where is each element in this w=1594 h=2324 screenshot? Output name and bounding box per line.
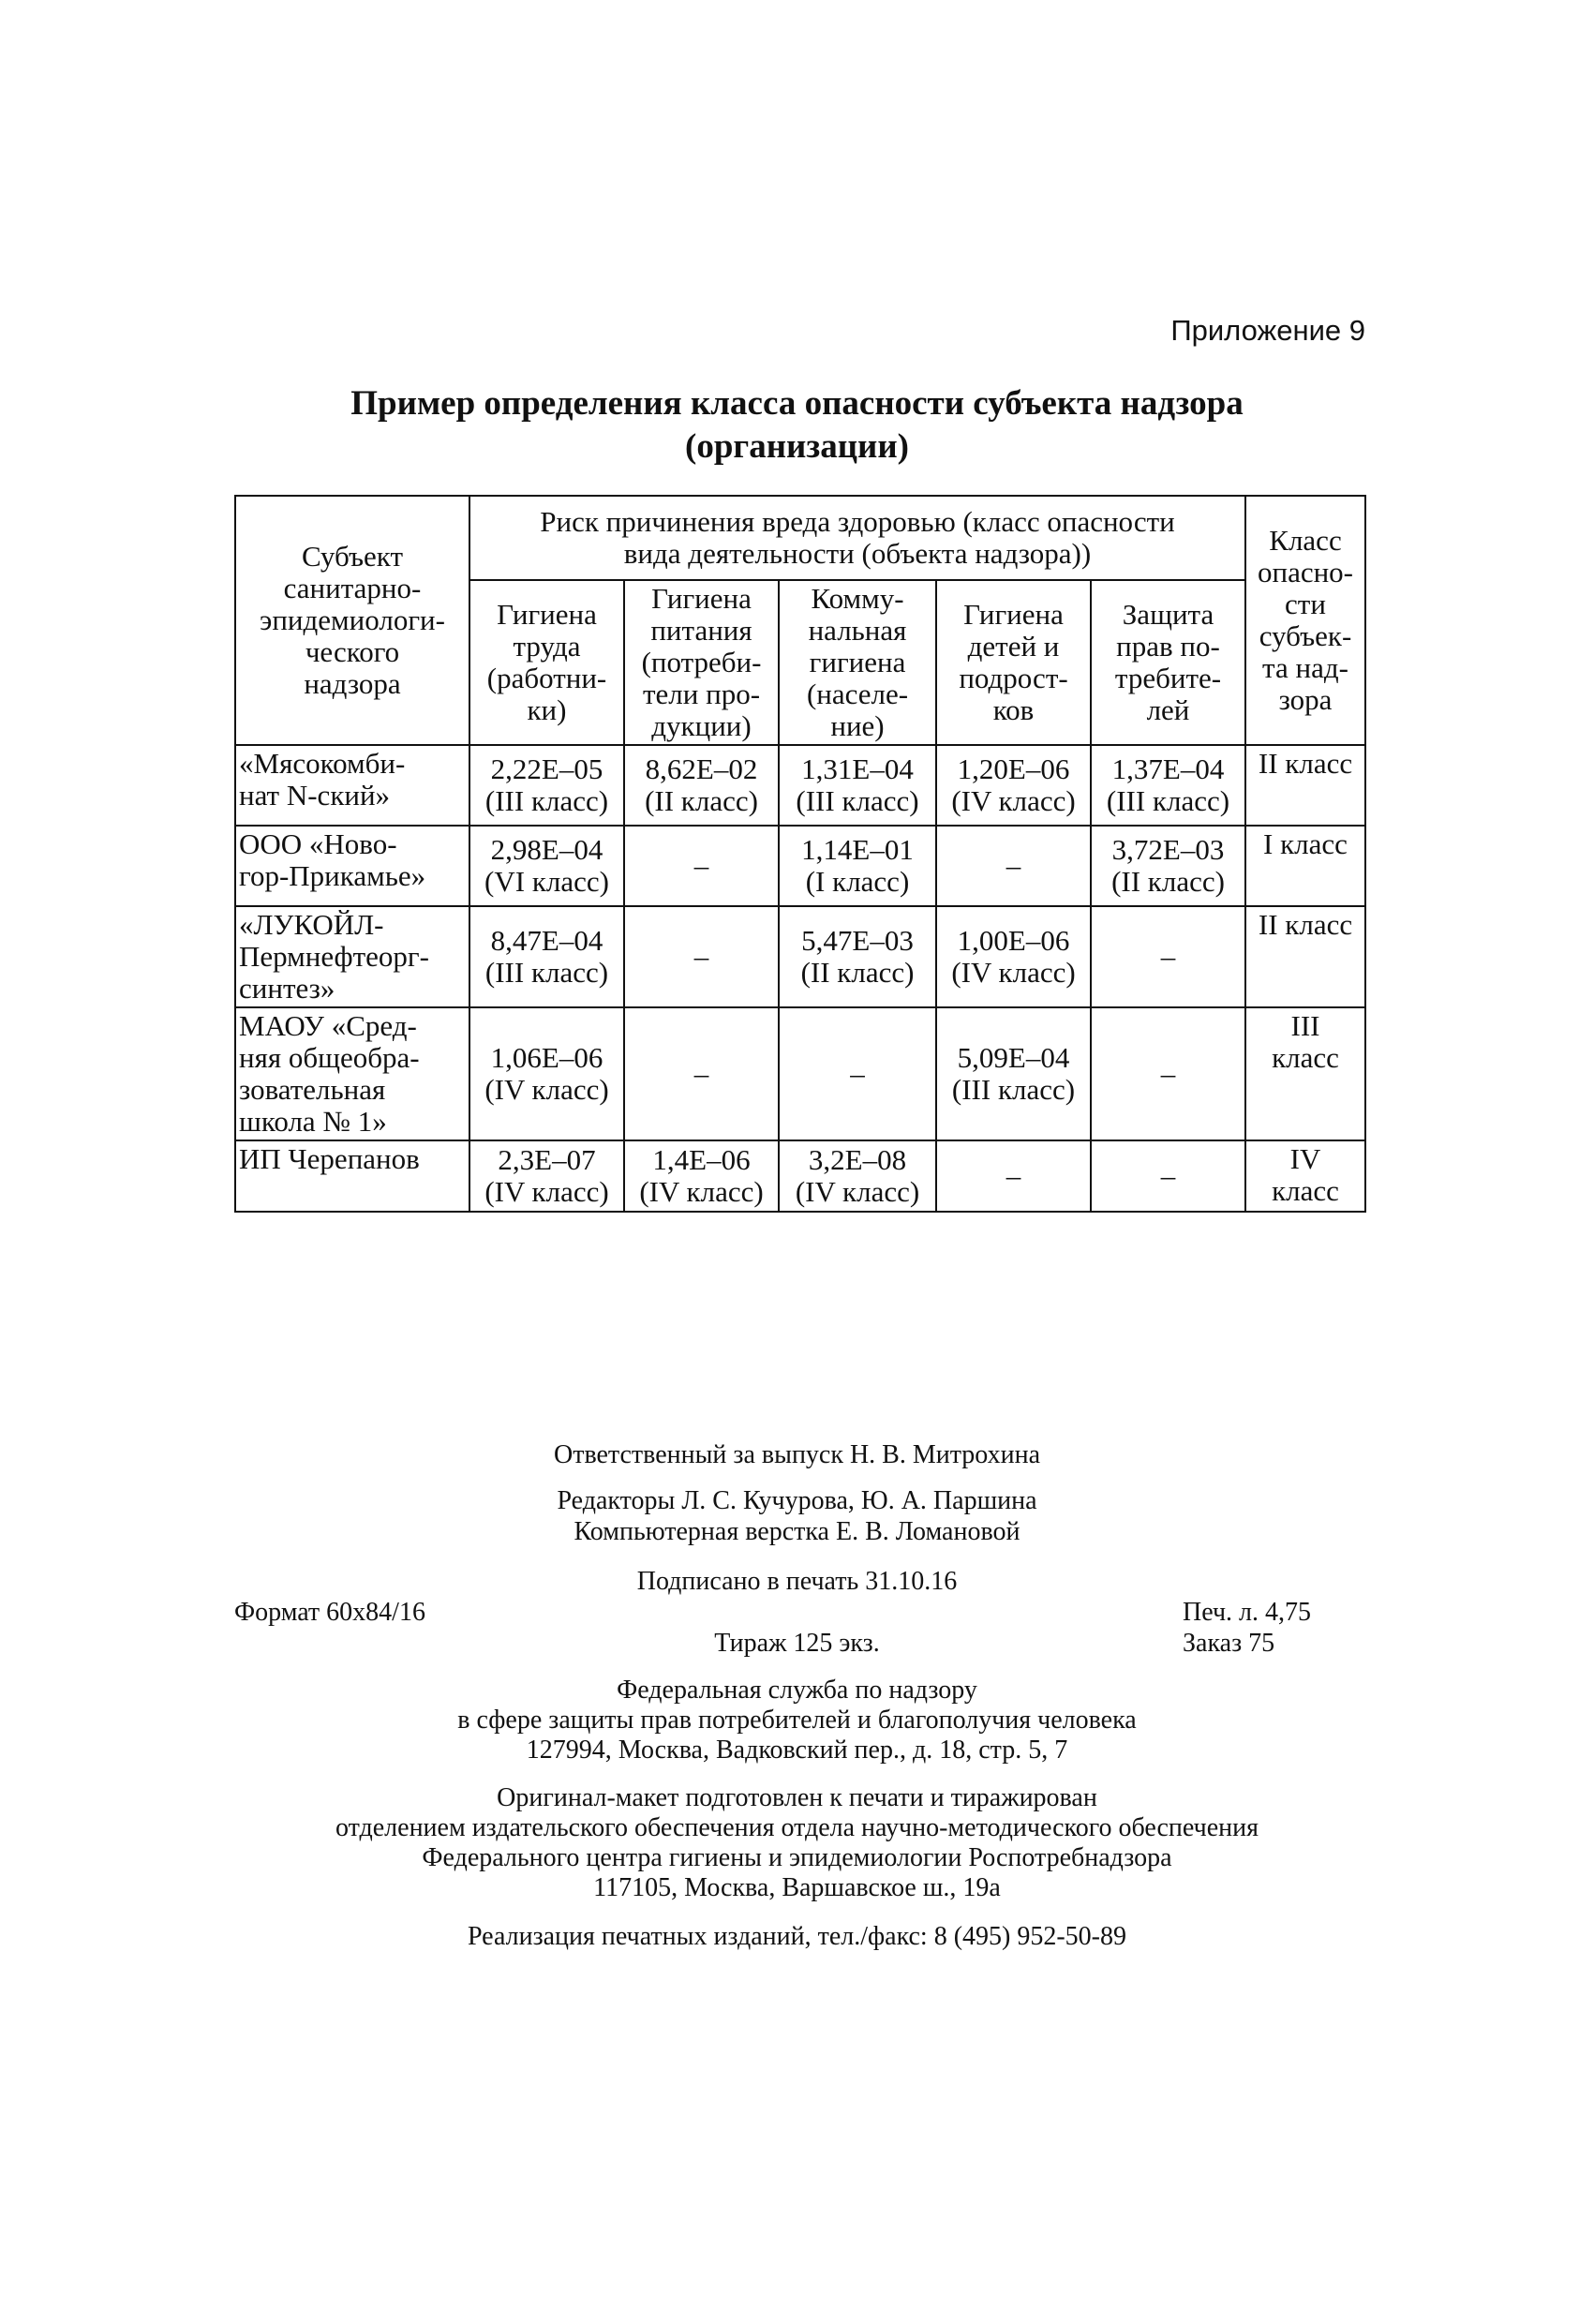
cell-text-line: 1,37E–04 xyxy=(1111,752,1225,785)
header-text-line: тели про- xyxy=(642,678,761,710)
header-subcolumn xyxy=(624,580,779,745)
risk-cell xyxy=(1091,1007,1245,1140)
header-risk-group xyxy=(469,496,1245,580)
table-row xyxy=(235,1007,1365,1140)
cell-text-line: – xyxy=(1160,940,1176,973)
header-text-line: подрост- xyxy=(959,662,1068,694)
imprint-sales: Реализация печатных изданий, тел./факс: 8 (495) 952-50-89 xyxy=(467,1922,1127,1951)
imprint-sheets: Печ. л. 4,75 xyxy=(1183,1598,1312,1627)
imprint-publisher xyxy=(0,1676,1594,1765)
cell-text-line: (IV класс) xyxy=(484,1073,609,1106)
risk-cell xyxy=(469,826,624,906)
cell-text-line: Пермнефтеорг- xyxy=(239,940,429,973)
risk-cell xyxy=(624,826,779,906)
header-text-line: Класс xyxy=(1269,524,1342,557)
cell-text-line: (III класс) xyxy=(484,784,609,817)
header-text-line: требите- xyxy=(1114,662,1222,694)
cell-text-line: (II класс) xyxy=(1111,865,1225,898)
cell-text-line: – xyxy=(850,1057,865,1090)
cell-text-line: 8,62E–02 xyxy=(645,752,758,785)
cell-text-line: – xyxy=(1006,1159,1021,1192)
header-text-line: ческого xyxy=(305,635,400,668)
imprint-signed: Подписано в печать 31.10.16 xyxy=(636,1567,958,1596)
header-text-line: труда xyxy=(513,630,581,663)
cell-text-line: II класс xyxy=(1258,747,1353,780)
header-subcolumn xyxy=(1091,580,1245,745)
cell-text-line: (II класс) xyxy=(800,956,915,989)
header-subcolumn xyxy=(936,580,1091,745)
risk-cell xyxy=(779,1140,936,1212)
header-text-line: (населе- xyxy=(806,678,909,710)
risk-cell xyxy=(779,826,936,906)
cell-text-line: ООО «Ново- xyxy=(239,827,397,860)
cell-text-line: (VI класс) xyxy=(484,865,609,898)
cell-text-line: нат N-ский» xyxy=(239,779,391,812)
header-text-line: дукции) xyxy=(651,709,752,742)
cell-text-line: (I класс) xyxy=(805,865,910,898)
header-text-line: прав по- xyxy=(1116,630,1220,663)
publisher-line: в сфере защиты прав потребителей и благополучия человека xyxy=(457,1706,1137,1735)
cell-text-line: – xyxy=(1006,849,1021,882)
cell-text-line: (III класс) xyxy=(951,1073,1076,1106)
cell-text-line: синтез» xyxy=(239,972,335,1005)
risk-cell xyxy=(624,1140,779,1212)
cell-text-line: (IV класс) xyxy=(639,1175,764,1208)
hazard-class-cell xyxy=(1245,826,1365,906)
imprint-format: Формат 60x84/16 xyxy=(234,1598,425,1627)
risk-cell xyxy=(1091,745,1245,826)
risk-cell xyxy=(936,745,1091,826)
cell-text-line: 2,98E–04 xyxy=(490,833,603,866)
header-text-line: Субъект xyxy=(302,540,403,573)
cell-text-line: (II класс) xyxy=(645,784,758,817)
printer-line: Оригинал-макет подготовлен к печати и тиражирован xyxy=(497,1783,1097,1812)
risk-cell xyxy=(936,826,1091,906)
hazard-class-cell xyxy=(1245,745,1365,826)
cell-text-line: 1,20E–06 xyxy=(957,752,1070,785)
risk-cell xyxy=(1091,1140,1245,1212)
header-text-line: Гигиена xyxy=(651,582,752,615)
title-line-1: Пример определения класса опасности субъекта надзора xyxy=(350,384,1244,423)
header-text-line: санитарно- xyxy=(283,572,422,604)
subject-cell xyxy=(235,906,469,1007)
imprint-editors: Редакторы Л. С. Кучурова, Ю. А. Паршина xyxy=(557,1486,1037,1515)
cell-text-line: 1,00E–06 xyxy=(957,924,1070,957)
cell-text-line: 5,09E–04 xyxy=(957,1041,1070,1074)
header-hazard-class xyxy=(1245,496,1365,745)
header-text-line: вида деятельности (объекта надзора)) xyxy=(623,537,1092,570)
cell-text-line: 2,3E–07 xyxy=(498,1143,596,1176)
cell-text-line: I класс xyxy=(1263,827,1348,860)
imprint-run: Тираж 125 экз. xyxy=(714,1629,880,1658)
cell-text-line: «Мясокомби- xyxy=(239,747,406,780)
risk-cell xyxy=(936,906,1091,1007)
header-text-line: Гигиена xyxy=(963,598,1064,631)
header-text-line: гигиена xyxy=(809,646,906,678)
table-row xyxy=(235,1140,1365,1212)
cell-text-line: (IV класс) xyxy=(951,956,1076,989)
header-subcolumn xyxy=(779,580,936,745)
header-text-line: субъек- xyxy=(1259,619,1352,652)
cell-text-line: (III класс) xyxy=(1106,784,1230,817)
risk-cell xyxy=(1091,826,1245,906)
cell-text-line: 5,47E–03 xyxy=(801,924,914,957)
cell-text-line: гор-Прикамье» xyxy=(239,859,426,892)
publisher-line: Федеральная служба по надзору xyxy=(617,1676,977,1705)
header-text-line: лей xyxy=(1146,693,1190,726)
header-text-line: ков xyxy=(992,693,1035,726)
cell-text-line: класс xyxy=(1272,1174,1339,1207)
cell-text-line: школа № 1» xyxy=(239,1105,387,1138)
cell-text-line: 3,2E–08 xyxy=(808,1143,907,1176)
document-title xyxy=(0,382,1594,469)
header-text-line: детей и xyxy=(967,630,1060,663)
header-text-line: (потреби- xyxy=(641,646,762,678)
subject-cell xyxy=(235,1007,469,1140)
cell-text-line: 8,47E–04 xyxy=(490,924,603,957)
risk-cell xyxy=(936,1140,1091,1212)
table-row xyxy=(235,826,1365,906)
printer-line: Федерального центра гигиены и эпидемиологии Роспотребнадзора xyxy=(422,1843,1172,1872)
header-text-line: Гигиена xyxy=(497,598,597,631)
cell-text-line: IV xyxy=(1289,1142,1321,1175)
header-text-line: Комму- xyxy=(811,582,904,615)
cell-text-line: зовательная xyxy=(239,1073,386,1106)
cell-text-line: няя общеобра- xyxy=(239,1041,420,1074)
risk-cell xyxy=(624,1007,779,1140)
header-text-line: сти xyxy=(1285,588,1326,620)
header-text-line: нальная xyxy=(808,614,907,647)
hazard-class-cell xyxy=(1245,1007,1365,1140)
risk-cell xyxy=(624,906,779,1007)
imprint-layout: Компьютерная верстка Е. В. Ломановой xyxy=(574,1517,1020,1546)
printer-line: 117105, Москва, Варшавское ш., 19а xyxy=(593,1873,1001,1902)
risk-cell xyxy=(1091,906,1245,1007)
header-text-line: надзора xyxy=(304,667,401,700)
hazard-class-cell xyxy=(1245,906,1365,1007)
cell-text-line: – xyxy=(693,940,709,973)
cell-text-line: 1,14E–01 xyxy=(801,833,914,866)
hazard-class-table xyxy=(234,495,1366,1213)
cell-text-line: II класс xyxy=(1258,908,1353,941)
subject-cell xyxy=(235,745,469,826)
cell-text-line: (III класс) xyxy=(484,956,609,989)
risk-cell xyxy=(469,906,624,1007)
risk-cell xyxy=(469,745,624,826)
cell-text-line: 1,4E–06 xyxy=(652,1143,751,1176)
header-text-line: опасно- xyxy=(1257,556,1354,588)
risk-cell xyxy=(936,1007,1091,1140)
printer-line: отделением издательского обеспечения отдела научно-методического обеспечения xyxy=(335,1813,1259,1842)
cell-text-line: «ЛУКОЙЛ- xyxy=(239,908,384,941)
table-row xyxy=(235,745,1365,826)
risk-cell xyxy=(779,1007,936,1140)
title-line-2: (организации) xyxy=(685,427,909,466)
risk-cell xyxy=(624,745,779,826)
header-text-line: Защита xyxy=(1122,598,1214,631)
header-text-line: питания xyxy=(650,614,752,647)
header-subcolumn xyxy=(469,580,624,745)
risk-cell xyxy=(779,906,936,1007)
cell-text-line: (III класс) xyxy=(796,784,919,817)
appendix-label: Приложение 9 xyxy=(1170,314,1365,347)
header-text-line: (работни- xyxy=(486,662,607,694)
imprint-responsible: Ответственный за выпуск Н. В. Митрохина xyxy=(553,1440,1041,1469)
risk-cell xyxy=(779,745,936,826)
cell-text-line: (IV класс) xyxy=(951,784,1076,817)
cell-text-line: – xyxy=(1160,1159,1176,1192)
risk-cell xyxy=(469,1140,624,1212)
header-text-line: эпидемиологи- xyxy=(260,603,445,636)
subject-cell xyxy=(235,826,469,906)
cell-text-line: – xyxy=(693,849,709,882)
imprint-order: Заказ 75 xyxy=(1183,1629,1275,1658)
header-text-line: та над- xyxy=(1262,651,1348,684)
subject-cell xyxy=(235,1140,469,1212)
table-row xyxy=(235,906,1365,1007)
publisher-line: 127994, Москва, Вадковский пер., д. 18, стр. 5, 7 xyxy=(526,1736,1068,1765)
cell-text-line: ИП Черепанов xyxy=(239,1142,420,1175)
cell-text-line: 1,31E–04 xyxy=(801,752,914,785)
cell-text-line: III xyxy=(1290,1009,1320,1042)
header-text-line: ние) xyxy=(830,709,885,742)
imprint-printer xyxy=(0,1783,1594,1903)
cell-text-line: – xyxy=(1160,1057,1176,1090)
header-text-line: Риск причинения вреда здоровью (класс опасности xyxy=(540,505,1175,538)
cell-text-line: 3,72E–03 xyxy=(1111,833,1225,866)
header-text-line: зора xyxy=(1278,683,1333,716)
cell-text-line: МАОУ «Сред- xyxy=(239,1009,417,1042)
hazard-class-cell xyxy=(1245,1140,1365,1212)
header-text-line: ки) xyxy=(527,693,567,726)
cell-text-line: – xyxy=(693,1057,709,1090)
cell-text-line: (IV класс) xyxy=(795,1175,920,1208)
header-subject xyxy=(235,496,469,745)
cell-text-line: 1,06E–06 xyxy=(490,1041,603,1074)
cell-text-line: класс xyxy=(1272,1041,1339,1074)
risk-cell xyxy=(469,1007,624,1140)
cell-text-line: 2,22E–05 xyxy=(490,752,603,785)
cell-text-line: (IV класс) xyxy=(484,1175,609,1208)
